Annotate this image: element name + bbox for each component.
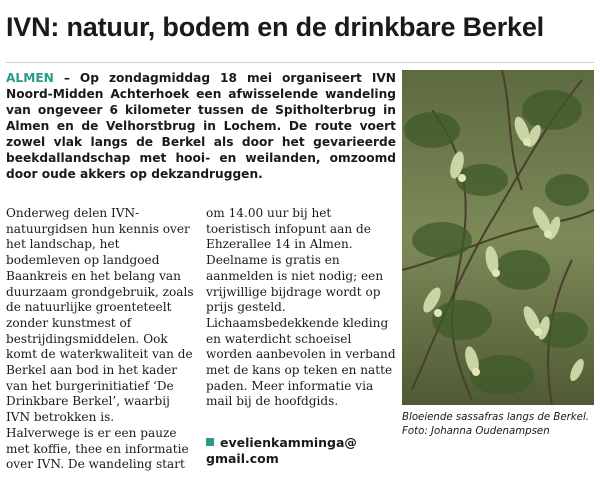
body-paragraph: Halverwege is er een pauze met koffie, thee en informatie over IVN. De wandeling start <box>6 425 189 472</box>
headline-divider <box>6 62 594 63</box>
contact-email[interactable] <box>206 435 396 467</box>
body-column-2 <box>206 206 396 410</box>
article-intro <box>6 70 396 182</box>
body-paragraph: om 14.00 uur bij het toeristisch infopunt aan de Ehzerallee 14 in Almen. Deelname is gratis en aanmelden is niet nodig; een vrijwillige bijdrage wordt op prijs gesteld. Lichaamsbedekkende kleding en waterdicht schoeisel worden aanbevolen in verband met de kans op teken en natte paden. Meer informatie via mail bij de hoofdgids. <box>206 206 396 409</box>
body-paragraph: Onderweg delen IVN-natuurgidsen hun kennis over het landschap, het bodemleven op landgoed Baankreis en het belang van duurzaam grondgebruik, zoals de natuurlijke groenteteelt zonder kunstmest of bestrijdingsmiddelen. Ook komt de waterkwaliteit van de Berkel aan bod in het kader van het burgerinitiatief ‘De Drinkbare Berkel’, waarbij IVN betrokken is. <box>6 206 194 425</box>
dateline: ALMEN <box>6 71 54 85</box>
email-text: evelienkamminga@ gmail.com <box>206 435 357 466</box>
article-headline: IVN: natuur, bodem en de drinkbare Berkel <box>6 12 544 42</box>
square-bullet-icon <box>206 438 214 446</box>
article-photo <box>402 70 594 405</box>
sassafras-photo-illustration <box>402 70 594 405</box>
photo-caption: Bloeiende sassafras langs de Berkel. Foto: Johanna Oudenampsen <box>402 412 590 437</box>
body-column-1 <box>6 206 196 473</box>
intro-text: – Op zondagmiddag 18 mei organiseert IVN Noord-Midden Achterhoek een afwisselende wandeling van ongeveer 6 kilometer tussen de Spitholterbrug in Almen en de Velhorstbrug in Lochem. De route voert zowel vlak langs de Berkel als door het gevarieerde beekdallandschap met hooi- en weilanden, omzoomd door oude akkers op dekzandruggen. <box>6 71 396 181</box>
